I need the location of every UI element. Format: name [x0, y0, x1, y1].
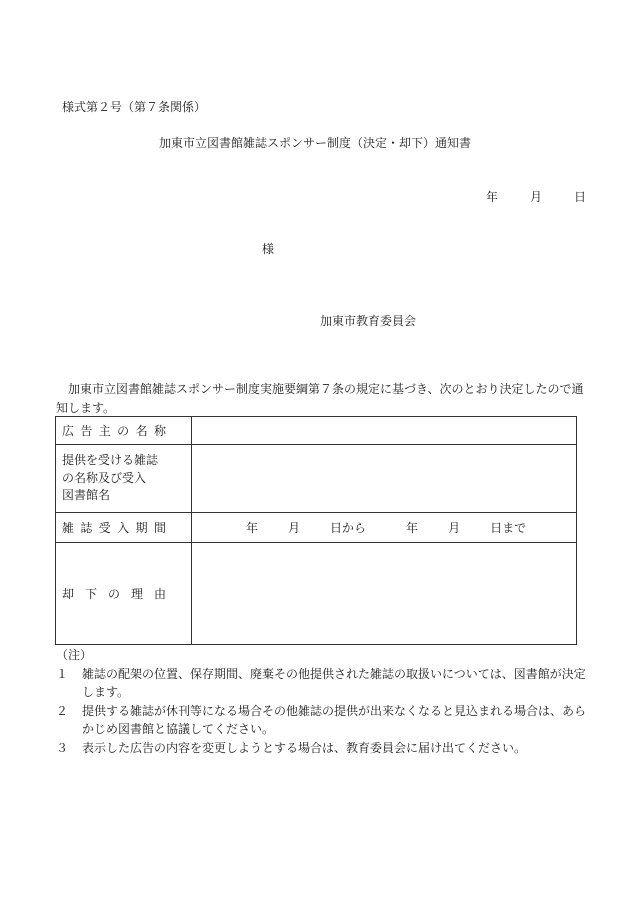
body-text: 加東市立図書館雑誌スポンサー制度実施要綱第７条の規定に基づき、次のとおり決定したので通知します。 — [56, 382, 584, 416]
note-item: ３ 表示した広告の内容を変更しようとする場合は、教育委員会に届け出てください。 — [56, 740, 527, 755]
label-magazine-library: 提供を受ける雑誌 の名称及び受入 図書館名 — [56, 445, 192, 513]
label-advertiser-name: 広 告 主 の 名 称 — [56, 417, 192, 445]
date-month: 月 — [530, 190, 543, 204]
label-period: 雑 誌 受 入 期 間 — [56, 513, 192, 543]
addressee-suffix: 様 — [262, 242, 275, 256]
value-period[interactable] — [192, 513, 577, 543]
issuer: 加東市教育委員会 — [320, 314, 417, 328]
form-number: 様式第２号（第７条関係） — [62, 100, 207, 114]
table-row-advertiser — [56, 417, 577, 445]
table-row-rejection — [56, 543, 577, 645]
period-from-day: 日から — [330, 520, 367, 535]
period-from-year: 年 — [246, 520, 259, 535]
notes — [56, 646, 586, 758]
period-from-month: 月 — [288, 520, 301, 535]
document-title: 加東市立図書館雑誌スポンサー制度（決定・却下）通知書 — [158, 136, 471, 150]
table-row-period — [56, 513, 577, 543]
note-item: ２ 提供する雑誌が休刊等になる場合その他雑誌の提供が出来なくなると見込まれる場合は、あらかじめ図書館と協議してください。 — [56, 703, 587, 737]
note-item: １ 雑誌の配架の位置、保存期間、廃棄その他提供された雑誌の取扱いについては、図書館が決定します。 — [56, 666, 586, 700]
info-table — [55, 416, 577, 645]
period-to-day: 日まで — [490, 520, 527, 535]
period-to-year: 年 — [406, 520, 419, 535]
date-year: 年 — [486, 190, 499, 204]
value-magazine-library[interactable] — [192, 445, 577, 513]
value-rejection-reason[interactable] — [192, 543, 577, 645]
value-advertiser-name[interactable] — [192, 417, 577, 445]
label-rejection-reason: 却 下 の 理 由 — [56, 543, 192, 645]
notes-heading: （注） — [56, 648, 93, 662]
period-to-month: 月 — [448, 520, 461, 535]
date-line — [486, 188, 586, 206]
table-row-magazine — [56, 445, 577, 513]
date-day: 日 — [574, 190, 587, 204]
